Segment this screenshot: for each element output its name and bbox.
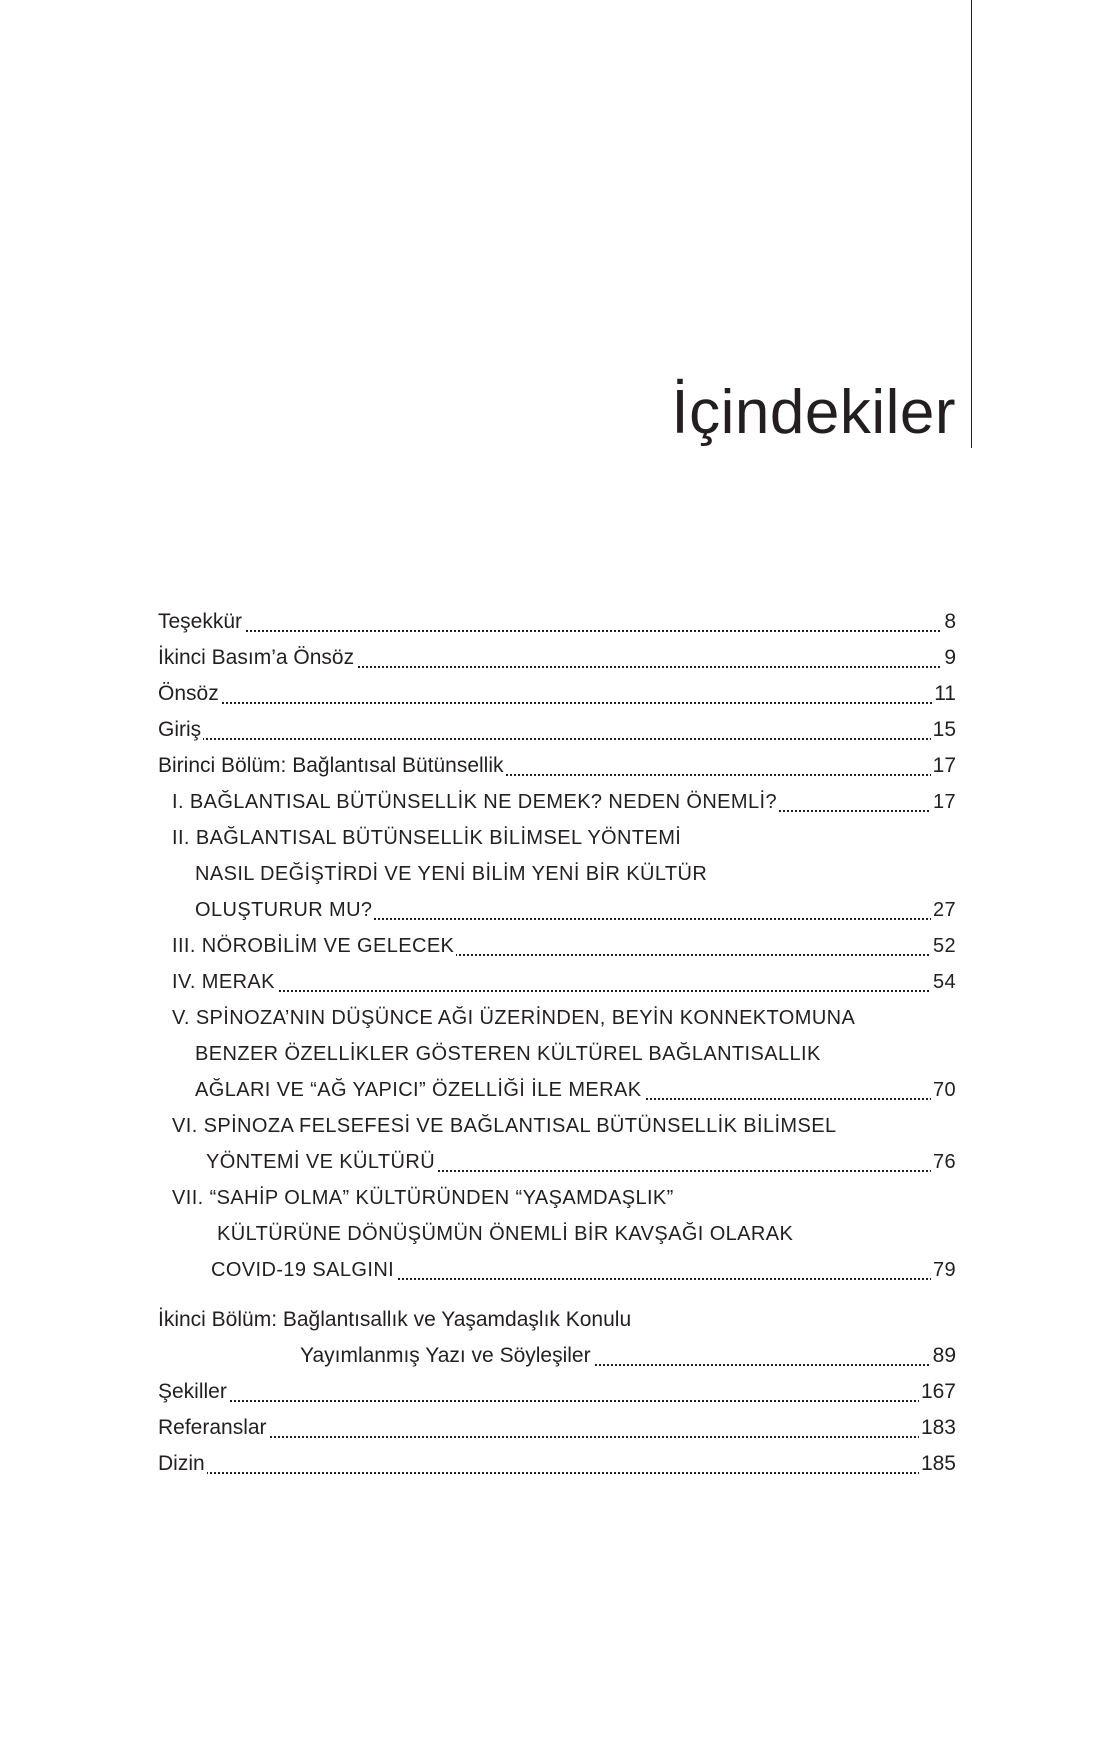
margin-rule	[971, 0, 972, 448]
toc-entry-label: Önsöz	[158, 676, 221, 712]
toc-entry-label: Referanslar	[158, 1410, 269, 1446]
toc-entry-section-4[interactable]	[158, 964, 956, 1000]
toc-entry-section-3[interactable]	[158, 928, 956, 964]
toc-entry-label: II. BAĞLANTISAL BÜTÜNSELLİK BİLİMSEL YÖNTEMİ	[172, 820, 683, 856]
toc-entry-page: 185	[919, 1446, 956, 1482]
toc-entry-label: Giriş	[158, 712, 203, 748]
toc-entry-page: 15	[931, 712, 956, 748]
toc-entry-section-2-line-1[interactable]	[158, 820, 956, 856]
toc-entry-tesekkur[interactable]	[158, 604, 956, 640]
toc-entry-label: KÜLTÜRÜNE DÖNÜŞÜMÜN ÖNEMLİ BİR KAVŞAĞI OLARAK	[217, 1216, 795, 1252]
toc-entry-dizin[interactable]	[158, 1446, 956, 1482]
toc-entry-section-6-line-1[interactable]	[158, 1108, 956, 1144]
toc-entry-label: V. SPİNOZA’NIN DÜŞÜNCE AĞI ÜZERİNDEN, BEYİN KONNEKTOMUNA	[172, 1000, 857, 1036]
toc-entry-page: 70	[931, 1072, 956, 1108]
toc-entry-label: COVID-19 SALGINI	[211, 1252, 396, 1288]
toc-entry-label: NASIL DEĞİŞTİRDİ VE YENİ BİLİM YENİ BİR KÜLTÜR	[195, 856, 709, 892]
toc-entry-onsoz[interactable]	[158, 676, 956, 712]
page-title: İçindekiler	[671, 378, 956, 447]
toc-entry-section-2-line-2[interactable]	[158, 856, 956, 892]
toc-entry-label: BENZER ÖZELLİKLER GÖSTEREN KÜLTÜREL BAĞLANTISALLIK	[195, 1036, 823, 1072]
toc-entry-page: 27	[931, 892, 956, 928]
toc-entry-page: 79	[931, 1252, 956, 1288]
toc-entry-section-5-line-2[interactable]	[158, 1036, 956, 1072]
toc-entry-label: OLUŞTURUR MU?	[195, 892, 374, 928]
toc-entry-giris[interactable]	[158, 712, 956, 748]
table-of-contents	[158, 604, 956, 1482]
toc-entry-page: 8	[942, 604, 956, 640]
toc-entry-sekiller[interactable]	[158, 1374, 956, 1410]
toc-entry-referanslar[interactable]	[158, 1410, 956, 1446]
toc-entry-section-1[interactable]	[158, 784, 956, 820]
toc-entry-page: 9	[942, 640, 956, 676]
toc-entry-section-7-line-3[interactable]	[158, 1252, 956, 1288]
toc-entry-label: Teşekkür	[158, 604, 244, 640]
toc-entry-page: 17	[931, 784, 956, 820]
toc-entry-page: 76	[931, 1144, 956, 1180]
toc-entry-birinci-bolum[interactable]	[158, 748, 956, 784]
toc-entry-label: İkinci Bölüm: Bağlantısallık ve Yaşamdaşlık Konulu	[158, 1302, 633, 1338]
toc-entry-label: VII. “SAHİP OLMA” KÜLTÜRÜNDEN “YAŞAMDAŞLIK”	[172, 1180, 676, 1216]
toc-entry-section-5-line-1[interactable]	[158, 1000, 956, 1036]
toc-entry-label: İkinci Basım’a Önsöz	[158, 640, 356, 676]
toc-entry-page: 17	[931, 748, 956, 784]
toc-entry-label: YÖNTEMİ VE KÜLTÜRÜ	[206, 1144, 437, 1180]
toc-entry-ikinci-basim-onsoz[interactable]	[158, 640, 956, 676]
toc-entry-label: AĞLARI VE “AĞ YAPICI” ÖZELLİĞİ İLE MERAK	[195, 1072, 644, 1108]
toc-entry-section-6-line-2[interactable]	[158, 1144, 956, 1180]
toc-entry-label: VI. SPİNOZA FELSEFESİ VE BAĞLANTISAL BÜTÜNSELLİK BİLİMSEL	[172, 1108, 839, 1144]
toc-entry-ikinci-bolum-line-1[interactable]	[158, 1302, 956, 1338]
toc-entry-page: 183	[919, 1410, 956, 1446]
toc-entry-page: 11	[932, 676, 956, 712]
toc-entry-page: 89	[931, 1338, 956, 1374]
toc-entry-label: I. BAĞLANTISAL BÜTÜNSELLİK NE DEMEK? NEDEN ÖNEMLİ?	[172, 784, 779, 820]
toc-entry-label: Yayımlanmış Yazı ve Söyleşiler	[300, 1338, 593, 1374]
toc-entry-section-7-line-1[interactable]	[158, 1180, 956, 1216]
toc-entry-label: Birinci Bölüm: Bağlantısal Bütünsellik	[158, 748, 506, 784]
toc-entry-label: IV. MERAK	[172, 964, 277, 1000]
toc-entry-page: 54	[931, 964, 956, 1000]
toc-entry-page: 52	[931, 928, 956, 964]
toc-entry-ikinci-bolum-line-2[interactable]	[158, 1338, 956, 1374]
toc-entry-label: Dizin	[158, 1446, 207, 1482]
toc-entry-label: III. NÖROBİLİM VE GELECEK	[172, 928, 456, 964]
toc-entry-section-7-line-2[interactable]	[158, 1216, 956, 1252]
toc-entry-label: Şekiller	[158, 1374, 229, 1410]
toc-entry-section-5-line-3[interactable]	[158, 1072, 956, 1108]
toc-entry-section-2-line-3[interactable]	[158, 892, 956, 928]
toc-entry-page: 167	[919, 1374, 956, 1410]
